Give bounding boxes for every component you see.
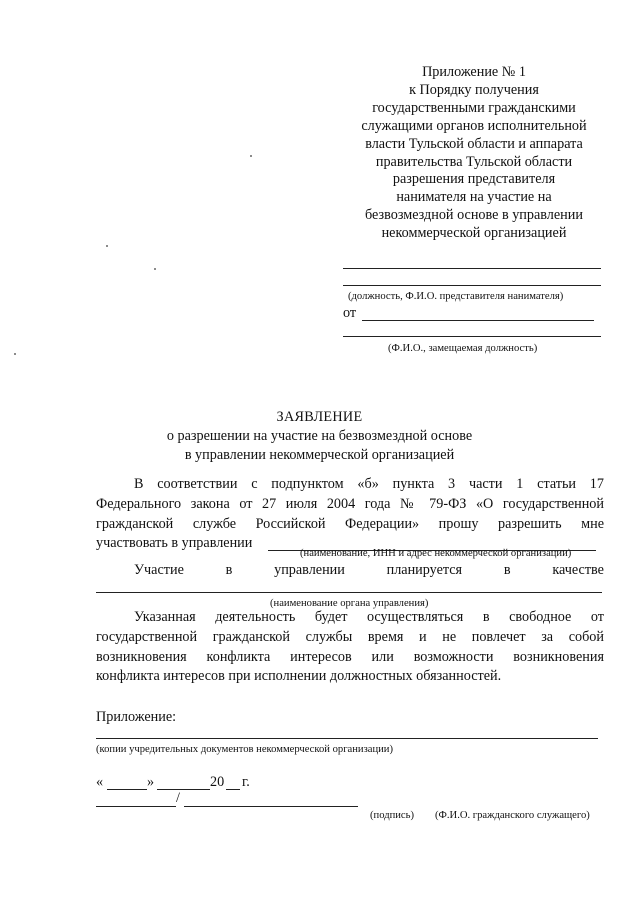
word: планируется	[386, 562, 463, 578]
caption-attachment: (копии учредительных документов некоммерческой организации)	[96, 744, 394, 755]
word: Участие	[134, 562, 184, 578]
appendix-line: разрешения представителя	[392, 171, 556, 188]
appendix-line: к Порядку получения	[409, 81, 539, 98]
paragraph-line: Указанная деятельность будет осуществляться в свободное от	[134, 609, 604, 625]
caption-servant-name: (Ф.И.О. гражданского служащего)	[435, 810, 590, 821]
paragraph-line: государственной гражданской службы время и не повлечет за собой	[96, 628, 604, 645]
date-year-blank[interactable]	[226, 789, 240, 790]
appendix-line: правительства Тульской области	[375, 153, 573, 170]
title-subtitle-line: о разрешении на участие на безвозмездной основе	[166, 428, 473, 444]
date-year-prefix: 20	[210, 774, 225, 790]
scan-speck	[250, 155, 252, 157]
attachment-blank-line[interactable]	[96, 738, 598, 739]
applicant-blank-line-1[interactable]	[362, 320, 594, 321]
paragraph-line: возникновения конфликта интересов или возможности возникновения	[96, 648, 604, 665]
paragraph-2-line	[134, 562, 604, 579]
title-heading: ЗАЯВЛЕНИЕ	[276, 409, 363, 425]
appendix-line: безвозмездной основе в управлении	[365, 207, 583, 224]
word: качестве	[552, 562, 604, 578]
addressee-blank-line-2[interactable]	[343, 285, 601, 286]
applicant-blank-line-2[interactable]	[343, 336, 601, 337]
name-blank[interactable]	[184, 806, 358, 807]
caption-position: (должность, Ф.И.О. представителя нанимателя)	[348, 291, 564, 302]
appendix-line: нанимателя на участие на	[396, 189, 552, 206]
paragraph-1	[96, 475, 604, 534]
caption-governing-body: (наименование органа управления)	[270, 598, 429, 609]
paragraph-3-last-line: конфликта интересов при исполнении должностных обязанностей.	[96, 668, 502, 684]
caption-organization: (наименование, ИНН и адрес некоммерческой организации)	[300, 548, 572, 559]
participate-text: участвовать в управлении	[96, 535, 253, 551]
signature-blank[interactable]	[96, 806, 176, 807]
paragraph-line: Федерального закона от 27 июля 2004 года № 79-ФЗ «О государственной	[96, 495, 604, 512]
appendix-line: некоммерческой организацией	[381, 225, 567, 242]
date-open-quote: «	[96, 774, 104, 790]
from-label: от	[343, 305, 357, 321]
title-subtitle-line: в управлении некоммерческой организацией	[184, 447, 455, 463]
appendix-line: государственными гражданскими	[372, 99, 576, 116]
scan-speck	[106, 245, 108, 247]
scan-speck	[14, 353, 16, 355]
word: в	[503, 562, 511, 578]
word: в	[225, 562, 233, 578]
appendix-line: служащими органов исполнительной	[361, 117, 587, 134]
governing-body-blank-line[interactable]	[96, 592, 602, 593]
caption-applicant: (Ф.И.О., замещаемая должность)	[388, 343, 538, 354]
paragraph-line: гражданской службе Российской Федерации» прошу разрешить мне	[96, 515, 604, 532]
date-day-blank[interactable]	[107, 789, 147, 790]
addressee-blank-line-1[interactable]	[343, 268, 601, 269]
attachment-label: Приложение:	[96, 709, 177, 725]
caption-signature: (подпись)	[370, 810, 414, 821]
appendix-line: Приложение № 1	[422, 64, 526, 80]
word: управлении	[274, 562, 345, 578]
document-title	[0, 408, 639, 465]
appendix-line: власти Тульской области и аппарата	[365, 135, 583, 152]
date-month-blank[interactable]	[157, 789, 210, 790]
paragraph-3	[96, 608, 604, 667]
date-close-quote: »	[147, 774, 155, 790]
appendix-header	[345, 64, 603, 243]
paragraph-line: В соответствии с подпунктом «б» пункта 3 части 1 статьи 17	[134, 476, 604, 492]
date-year-suffix: г.	[242, 774, 250, 790]
scan-speck	[154, 268, 156, 270]
signature-slash: /	[176, 790, 180, 806]
